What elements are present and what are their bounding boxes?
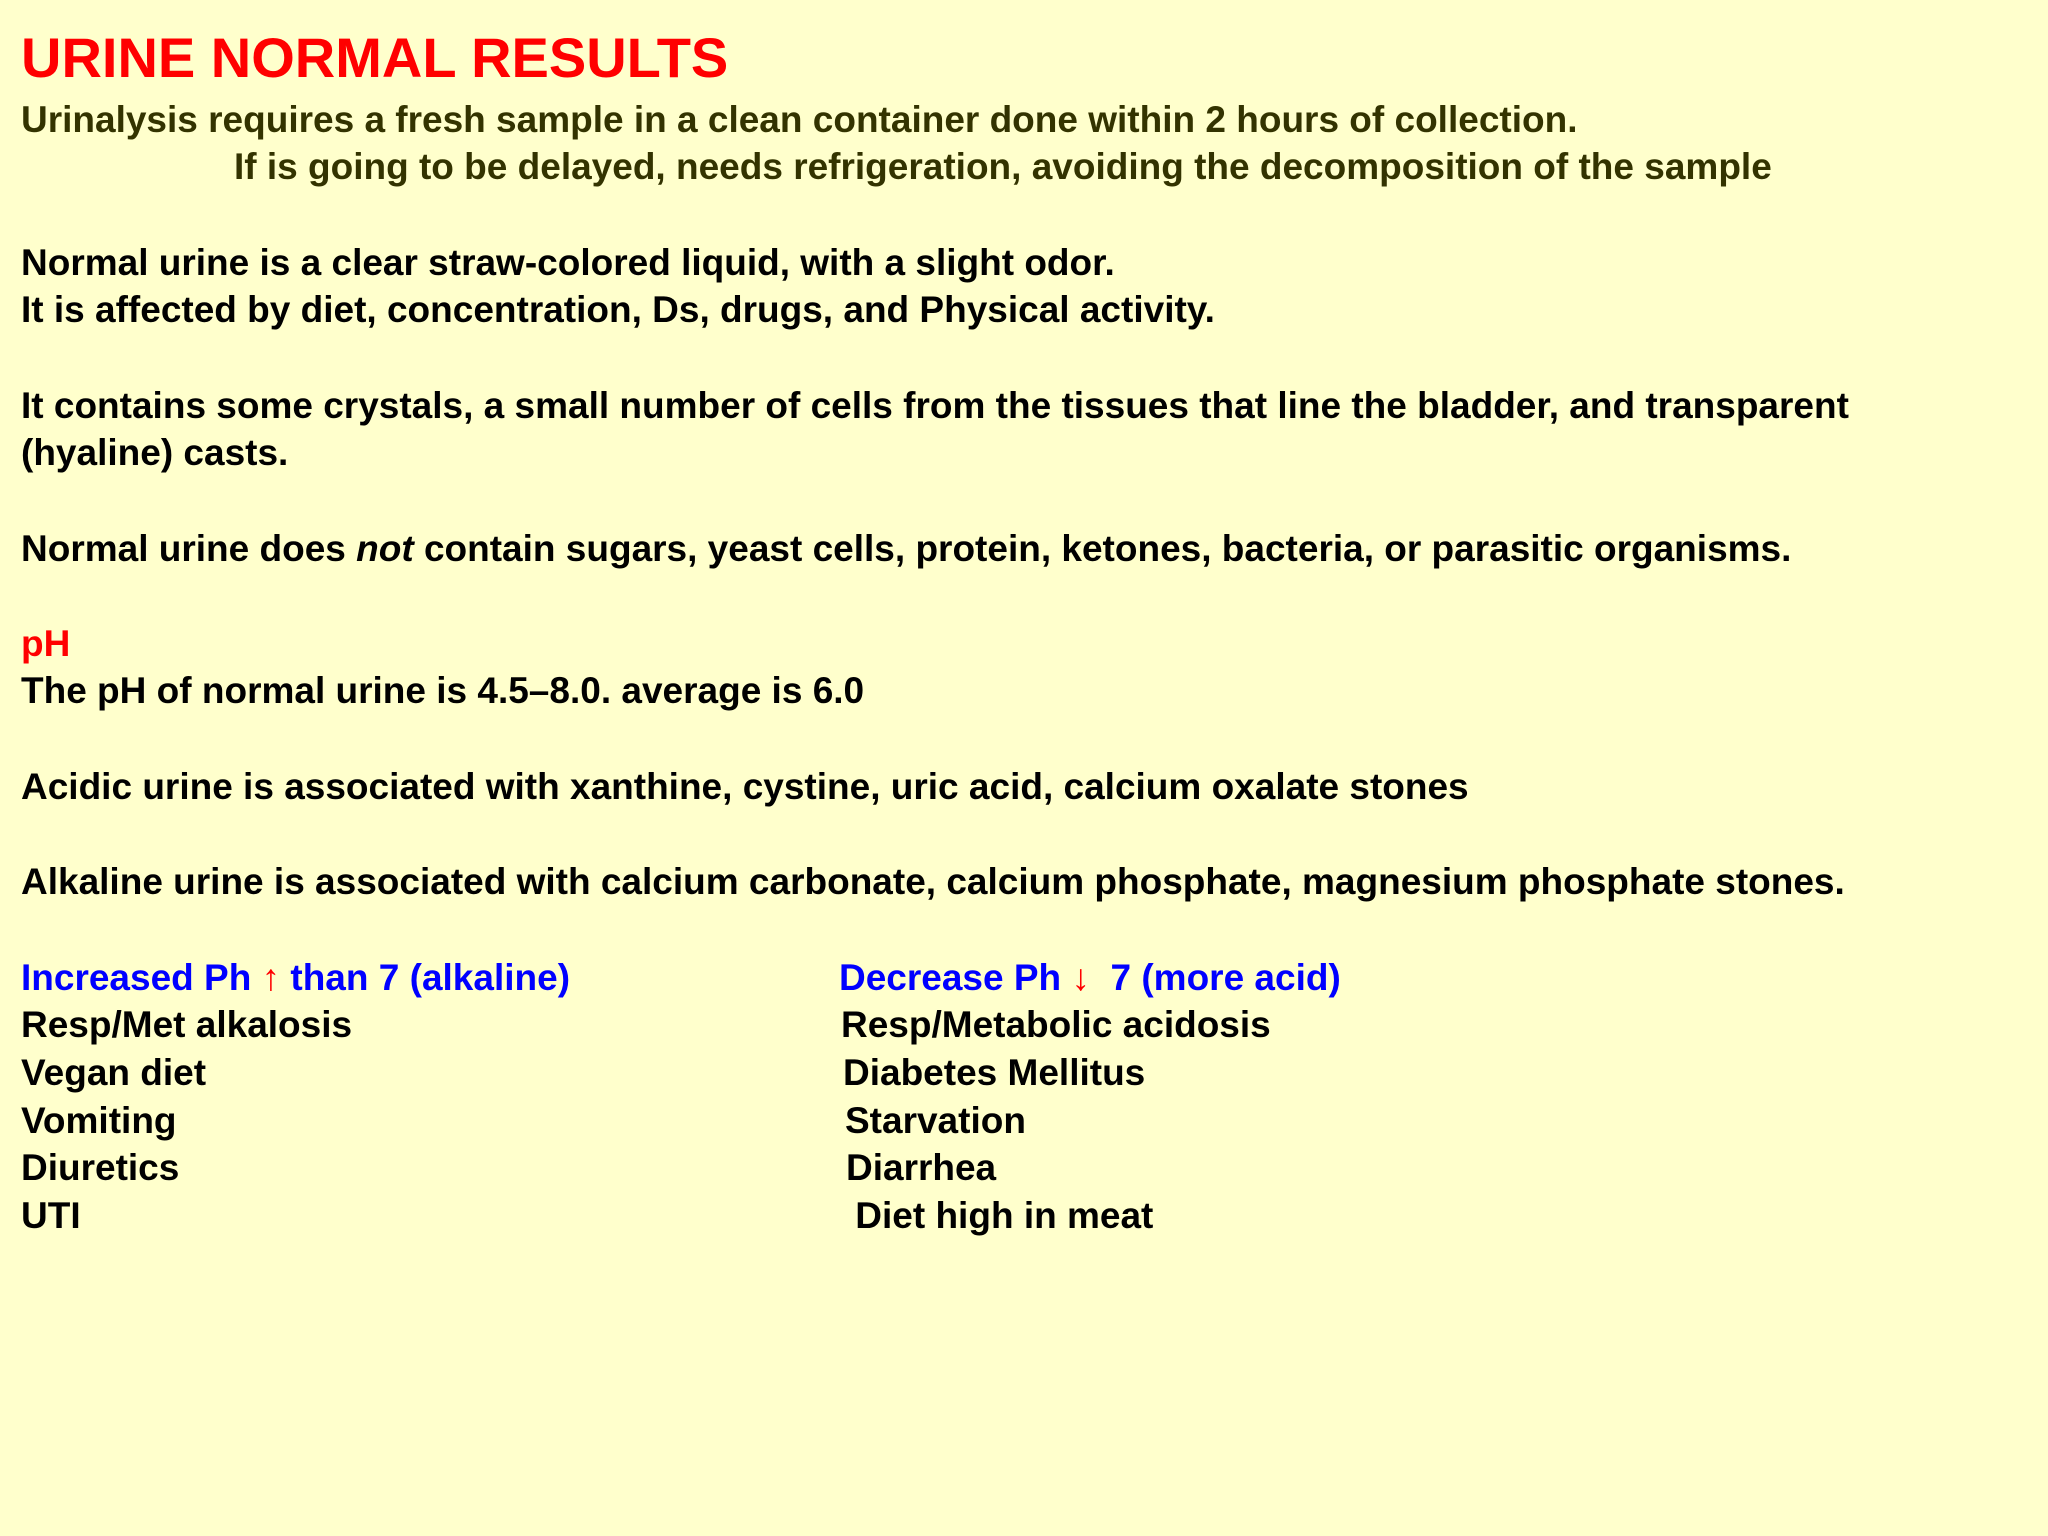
intro-line-1: Urinalysis requires a fresh sample in a clean container done within 2 hours of collection. — [21, 99, 1578, 140]
arrow-up-icon: ↑ — [261, 957, 281, 998]
increased-header-text: Increased Ph — [21, 957, 262, 998]
ph-heading: pH — [21, 623, 71, 664]
decreased-item: Starvation — [845, 1100, 1026, 1141]
not-contain-before: Normal urine does — [21, 528, 357, 569]
not-contain-after: contain sugars, yeast cells, protein, ketones, bacteria, or parasitic organisms. — [413, 528, 1792, 569]
arrow-down-icon: ↓ — [1071, 957, 1090, 998]
increased-item: Vomiting — [21, 1100, 177, 1141]
not-contain-emphasis: not — [356, 528, 414, 569]
decreased-header-text: Decrease Ph — [839, 957, 1072, 998]
contains-line-1: It contains some crystals, a small number of cells from the tissues that line the bladder, and transparent — [21, 385, 1849, 426]
decreased-item: Diarrhea — [846, 1147, 997, 1188]
decreased-item: Diet high in meat — [845, 1195, 1154, 1236]
ph-acidic-line: Acidic urine is associated with xanthine, cystine, uric acid, calcium oxalate stones — [21, 766, 1469, 807]
normal-line-1: Normal urine is a clear straw-colored liquid, with a slight odor. — [21, 242, 1115, 283]
increased-item: Diuretics — [21, 1147, 180, 1188]
decreased-item: Diabetes Mellitus — [843, 1052, 1146, 1093]
page-title: URINE NORMAL RESULTS — [21, 26, 729, 89]
intro-line-2: If is going to be delayed, needs refrigeration, avoiding the decomposition of the sample — [234, 146, 1772, 187]
ph-normal-range: The pH of normal urine is 4.5–8.0. average is 6.0 — [21, 670, 865, 711]
increased-item: Vegan diet — [21, 1052, 207, 1093]
increased-item: UTI — [21, 1195, 81, 1236]
increased-header-suffix: than 7 (alkaline) — [280, 957, 571, 998]
contains-line-2: (hyaline) casts. — [21, 432, 289, 473]
ph-alkaline-line: Alkaline urine is associated with calcium carbonate, calcium phosphate, magnesium phosphate stones. — [21, 861, 1845, 902]
decreased-header-suffix: 7 (more acid) — [1089, 957, 1341, 998]
increased-item: Resp/Met alkalosis — [21, 1004, 353, 1045]
increased-header — [21, 956, 570, 1000]
normal-line-2: It is affected by diet, concentration, Ds, drugs, and Physical activity. — [21, 289, 1215, 330]
not-contain-line — [21, 527, 1791, 571]
decreased-header — [839, 956, 1341, 1000]
decreased-item: Resp/Metabolic acidosis — [841, 1004, 1271, 1045]
